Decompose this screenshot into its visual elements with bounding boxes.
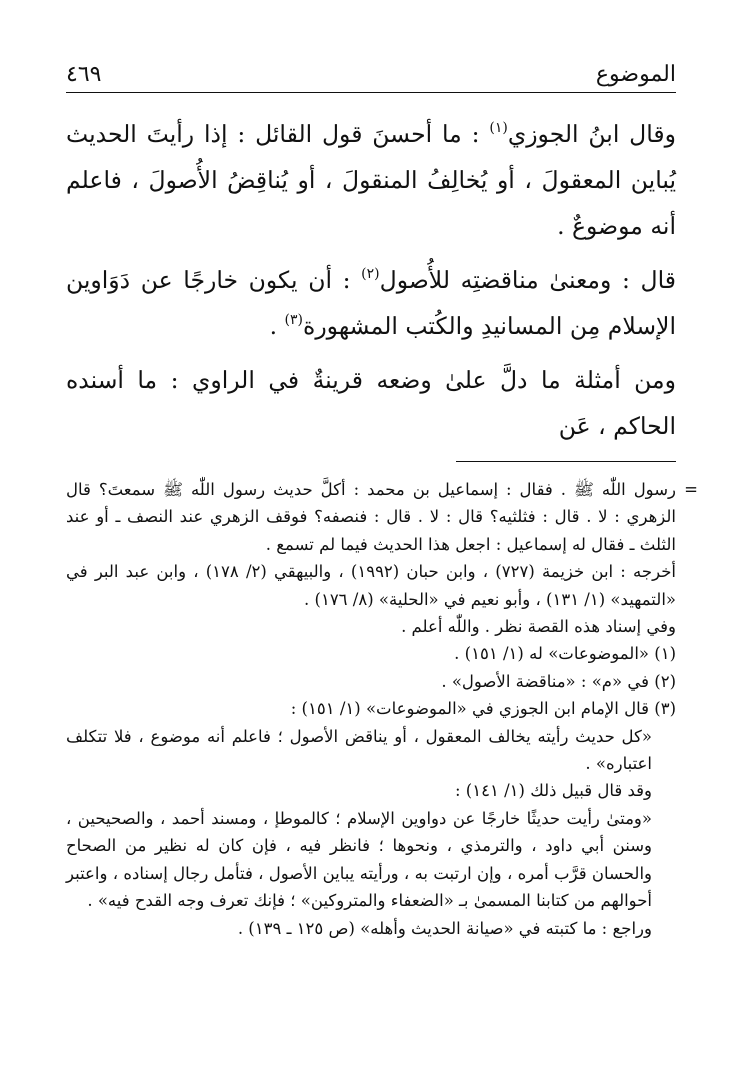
paragraph-1 <box>66 111 676 249</box>
footnote-ref-1: (١) <box>489 120 508 136</box>
footnote-continuation-text: رسول اللّٰه ﷺ . فقال : إسماعيل بن محمد : أكلَّ حديث رسول اللّٰه ﷺ سمعتَ؟ قال الزهري : لا . قال : فثلثيه؟ قال : لا . قال : فنصفه؟ فوقف الزهري عند النصف ـ أو عند الثلث ـ فقال له إسماعيل : اجعل هذا الحديث فيما لم تسمع . <box>66 480 676 554</box>
page-number: ٤٦٩ <box>66 62 102 87</box>
paragraph-1-end: : ما أحسنَ قول القائل : إذا رأيتَ الحديث يُباين المعقولَ ، أو يُخالِفُ المنقولَ ، أو يُناقِضُ الأُصولَ ، فاعلم أنه موضوعٌ . <box>66 120 676 240</box>
footnotes <box>66 476 698 942</box>
footnote-separator <box>456 461 676 462</box>
continuation-mark: = <box>684 480 698 499</box>
footnote-3: (٣) قال الإمام ابن الجوزي في «الموضوعات» (١/ ١٥١) : <box>290 699 676 719</box>
footnote-takhrij: أخرجه : ابن خزيمة (٧٢٧) ، وابن حبان (١٩٩٢) ، والبيهقي (٢/ ١٧٨) ، وابن عبد البر في «التمهيد» (١/ ١٣١) ، وأبو نعيم في «الحلية» (٨/ ١٧٦) . <box>66 562 676 609</box>
footnote-3-line-2: وقد قال قبيل ذلك (١/ ١٤١) : <box>455 781 652 801</box>
footnote-1: (١) «الموضوعات» له (١/ ١٥١) . <box>454 644 676 664</box>
main-text <box>66 111 676 449</box>
running-title: الموضوع <box>595 62 676 87</box>
paragraph-3: ومن أمثلة ما دلَّ علىٰ وضعه قرينةٌ في الراوي : ما أسنده الحاكم ، عَن <box>66 366 676 440</box>
paragraph-2 <box>66 257 676 349</box>
paragraph-1-start: وقال ابنُ الجوزي <box>507 120 676 148</box>
paragraph-2-middle: : أن يكون خارجًا عن دَوَاوين الإسلام مِن المسانيدِ والكُتب المشهورة <box>66 266 676 340</box>
footnote-ref-3: (٣) <box>284 312 304 328</box>
footnote-3-quote-1: «كل حديث رأيته يخالف المعقول ، أو يناقض الأصول ؛ فاعلم أنه موضوع ، فلا تتكلف اعتباره» . <box>66 726 652 774</box>
footnote-3-line-3: وراجع : ما كتبته في «صيانة الحديث وأهله» (ص ١٢٥ ـ ١٣٩) . <box>237 918 652 938</box>
footnote-3-quote-2: «ومتىٰ رأيت حديثًا خارجًا عن دواوين الإسلام ؛ كالموطإ ، ومسند أحمد ، والصحيحين ، وسنن أبي داود ، والترمذي ، ونحوها ؛ فانظر فيه ، فإن كان له نظير من الصحاح والحسان قرَّب أمره ، وإن ارتبت به ، ورأيته يباين الأصول ، فتأمل رجال إسناده ، واعتبر أحوالهم من كتابنا المسمىٰ بـ «الضعفاء والمتروكين» ؛ فإنك تعرف وجه القدح فيه» . <box>66 808 652 911</box>
book-page <box>66 56 698 942</box>
footnote-comment: وفي إسناد هذه القصة نظر . واللّٰه أعلم . <box>401 617 676 637</box>
paragraph-2-end: . <box>269 312 285 340</box>
paragraph-2-start: قال : ومعنىٰ مناقضتِه للأُصول <box>379 266 676 294</box>
footnote-ref-2: (٢) <box>361 266 380 282</box>
footnote-continuation <box>66 476 698 558</box>
footnote-2: (٢) في «م» : «مناقضة الأصول» . <box>441 671 676 691</box>
running-header <box>66 56 676 93</box>
